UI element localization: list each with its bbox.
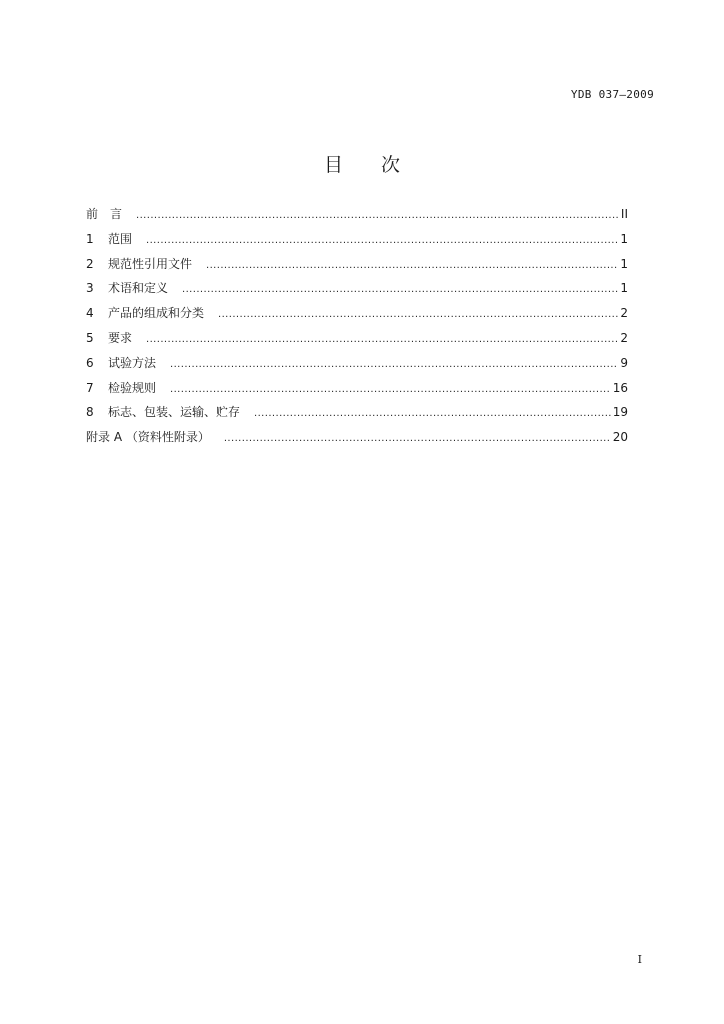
toc-leader-dots <box>170 384 611 395</box>
toc-entry-page: II <box>620 207 628 221</box>
standard-code: YDB 037—2009 <box>570 88 654 101</box>
toc-entry-label: 范围 <box>108 231 133 246</box>
toc-entry-page: 16 <box>612 380 628 395</box>
toc-entry-7[interactable] <box>86 379 628 404</box>
toc-entry-label: 要求 <box>108 330 133 345</box>
toc-entry-number: 7 <box>86 380 94 395</box>
toc-entry-number: 8 <box>86 405 94 420</box>
toc-entry-6[interactable] <box>86 354 628 379</box>
toc-entry-number: 6 <box>86 355 94 370</box>
toc-leader-dots <box>170 359 618 370</box>
toc-entry-5[interactable] <box>86 329 628 354</box>
toc-leader-dots <box>218 309 618 320</box>
toc-leader-dots <box>206 260 618 271</box>
toc-leader-dots <box>146 235 618 246</box>
toc-entry-page: 20 <box>612 430 628 445</box>
toc-entry-foreword[interactable] <box>86 205 628 230</box>
toc-title <box>0 150 724 177</box>
toc-entry-label: 标志、包装、运输、贮存 <box>108 405 241 420</box>
toc-title-char-1: 目 <box>323 154 343 176</box>
toc-entry-label: 规范性引用文件 <box>108 256 193 271</box>
toc-entry-number: 4 <box>86 306 94 321</box>
toc-entry-4[interactable] <box>86 304 628 329</box>
toc-entry-label: 试验方法 <box>108 355 157 370</box>
toc-entry-3[interactable] <box>86 279 628 304</box>
toc-leader-dots <box>136 210 619 221</box>
toc-entry-number: 1 <box>86 231 94 246</box>
toc-entry-number: 2 <box>86 256 94 271</box>
toc-entry-page: 19 <box>612 405 628 420</box>
toc-title-char-2: 次 <box>381 154 401 176</box>
toc-entry-8[interactable] <box>86 403 628 428</box>
toc-entry-label: 产品的组成和分类 <box>108 306 205 321</box>
toc-entry-page: 9 <box>620 355 628 370</box>
toc-entry-label: 附录 A （资料性附录） <box>86 430 210 445</box>
toc-leader-dots <box>224 433 611 444</box>
toc-entry-label: 术语和定义 <box>108 281 169 296</box>
table-of-contents <box>86 205 628 453</box>
toc-entry-appendix-a[interactable] <box>86 428 628 453</box>
toc-entry-page: 1 <box>620 231 628 246</box>
toc-entry-page: 2 <box>620 306 628 321</box>
toc-leader-dots <box>146 334 618 345</box>
toc-entry-page: 1 <box>620 256 628 271</box>
toc-entry-number: 3 <box>86 281 94 296</box>
toc-entry-2[interactable] <box>86 255 628 280</box>
toc-leader-dots <box>182 284 618 295</box>
toc-entry-1[interactable] <box>86 230 628 255</box>
toc-entry-label: 前 言 <box>86 207 123 221</box>
toc-entry-page: 2 <box>620 330 628 345</box>
toc-entry-number: 5 <box>86 330 94 345</box>
page-number: I <box>637 953 642 966</box>
toc-leader-dots <box>254 408 611 419</box>
toc-entry-label: 检验规则 <box>108 380 157 395</box>
toc-entry-page: 1 <box>620 281 628 296</box>
